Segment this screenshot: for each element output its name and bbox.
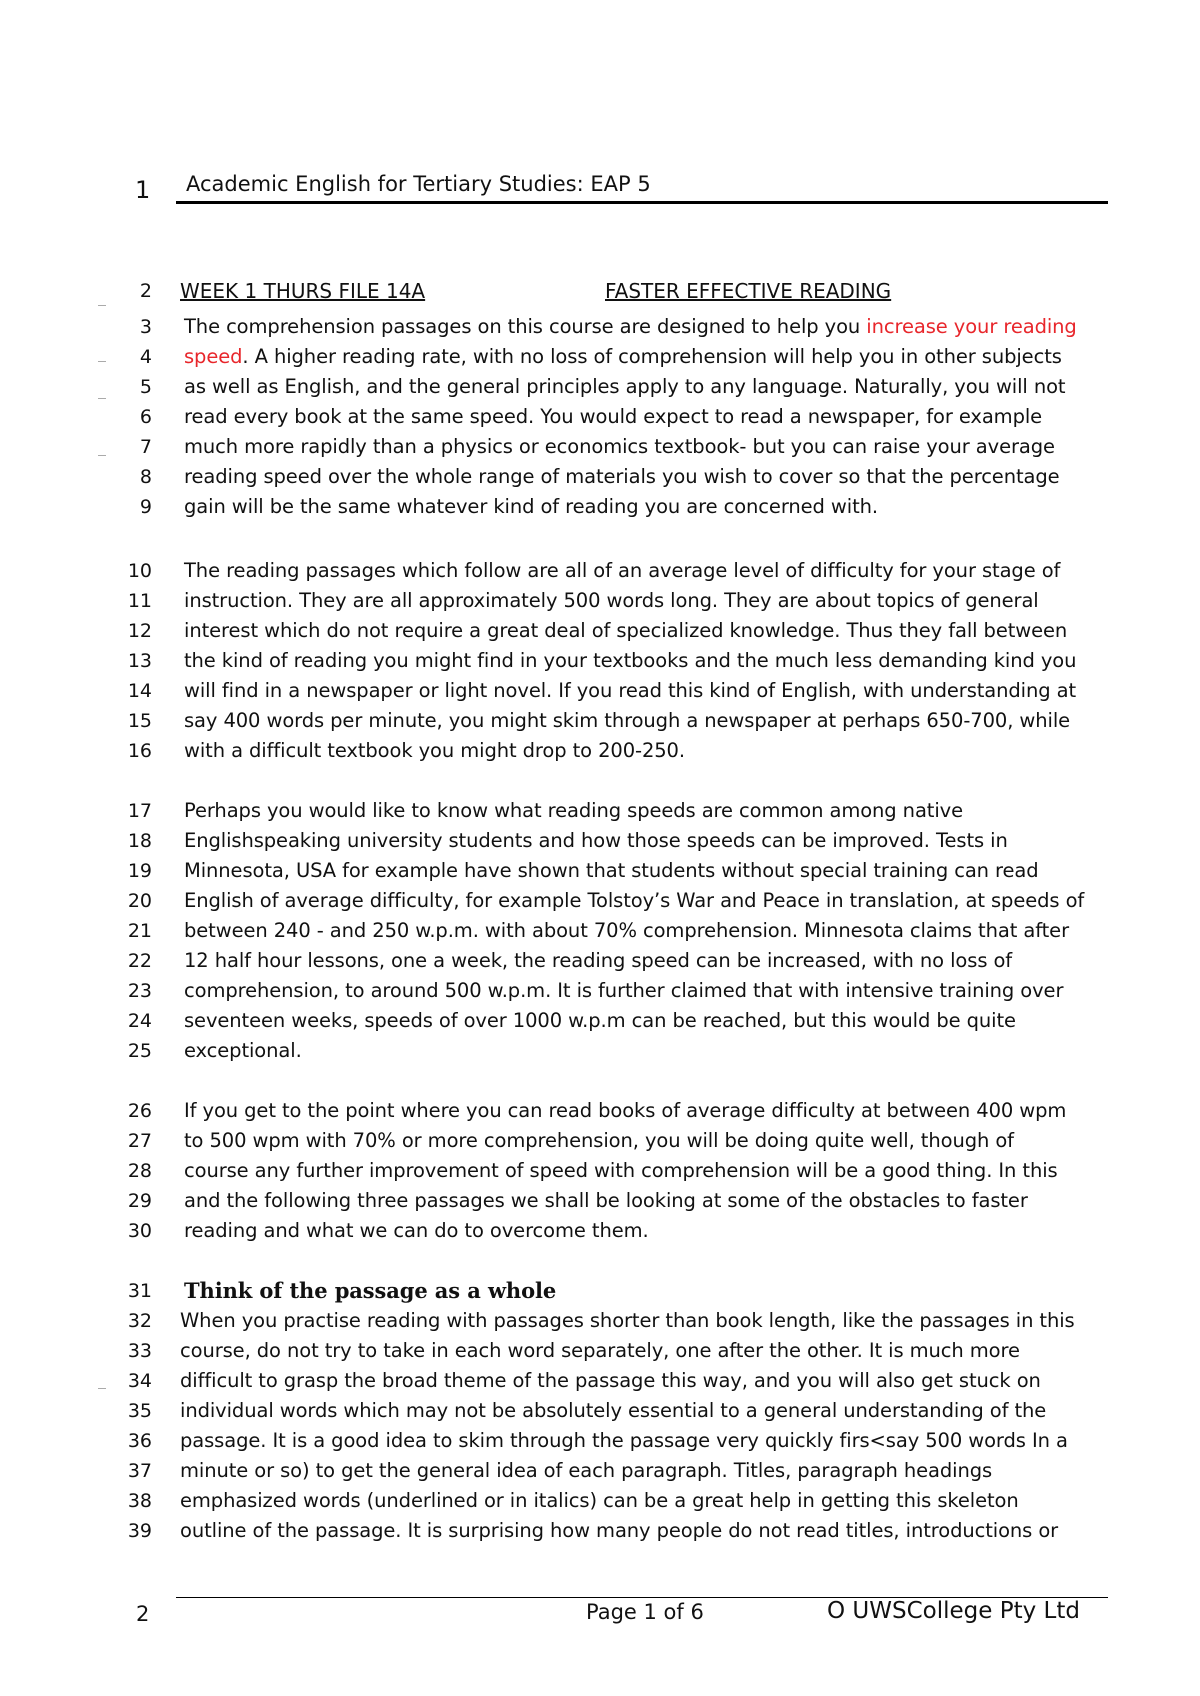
line-number: 28	[127, 1160, 152, 1182]
line-text: much more rapidly than a physics or economics textbook- but you can raise your average	[184, 435, 1055, 458]
text-line	[0, 402, 1200, 432]
line-number: 25	[127, 1040, 152, 1062]
line-text: outline of the passage. It is surprising how many people do not read titles, introductions or	[180, 1519, 1059, 1542]
line-number: 4	[139, 346, 152, 368]
line-text: exceptional.	[184, 1039, 302, 1062]
line-text: read every book at the same speed. You would expect to read a newspaper, for example	[184, 405, 1043, 428]
line-number: 36	[127, 1430, 152, 1452]
text-line	[0, 432, 1200, 462]
text-line	[0, 1456, 1200, 1486]
text-line	[0, 492, 1200, 522]
text-line	[0, 826, 1200, 856]
line-number: 32	[127, 1310, 152, 1332]
line-text: comprehension, to around 500 w.p.m. It is further claimed that with intensive training over	[184, 979, 1064, 1002]
line-number: 27	[127, 1130, 152, 1152]
line-text: seventeen weeks, speeds of over 1000 w.p.m can be reached, but this would be quite	[184, 1009, 1016, 1032]
highlight-text: speed	[184, 345, 243, 368]
line-number: 9	[139, 496, 152, 518]
line-number: 10	[127, 560, 152, 582]
line-text: instruction. They are all approximately 500 words long. They are about topics of general	[184, 589, 1039, 612]
line-number: 3	[139, 316, 152, 338]
line-text: If you get to the point where you can read books of average difficulty at between 400 wpm	[184, 1099, 1067, 1122]
text-line	[0, 736, 1200, 766]
line-number: 26	[127, 1100, 152, 1122]
header-course-title: Academic English for Tertiary Studies: EAP 5	[186, 172, 651, 196]
header-rule	[176, 201, 1108, 204]
line-number: 21	[127, 920, 152, 942]
line-text: emphasized words (underlined or in italics) can be a great help in getting this skeleton	[180, 1489, 1019, 1512]
line-text: individual words which may not be absolutely essential to a general understanding of the	[180, 1399, 1047, 1422]
line-text: with a difficult textbook you might drop to 200-250.	[184, 739, 685, 762]
text-line	[0, 1426, 1200, 1456]
text-line	[0, 1336, 1200, 1366]
text-line	[0, 616, 1200, 646]
line-number: 14	[127, 680, 152, 702]
line-text: Perhaps you would like to know what reading speeds are common among native	[184, 799, 963, 822]
line-text: interest which do not require a great deal of specialized knowledge. Thus they fall between	[184, 619, 1068, 642]
text-line	[0, 1366, 1200, 1396]
line-number: 17	[127, 800, 152, 822]
line-number: 38	[127, 1490, 152, 1512]
text-line	[0, 676, 1200, 706]
line-number: 19	[127, 860, 152, 882]
text-line	[0, 706, 1200, 736]
line-number: 18	[127, 830, 152, 852]
line-number: 35	[127, 1400, 152, 1422]
line-number: 5	[139, 376, 152, 398]
footer-line-number: 2	[136, 1602, 150, 1626]
highlight-text: increase your reading	[866, 315, 1077, 338]
heading-line	[0, 276, 1200, 306]
text-line	[0, 1216, 1200, 1246]
line-text: difficult to grasp the broad theme of the passage this way, and you will also get stuck on	[180, 1369, 1041, 1392]
line-number: 7	[139, 436, 152, 458]
footer-page-indicator: Page 1 of 6	[586, 1600, 704, 1624]
line-number: 29	[127, 1190, 152, 1212]
text-line	[0, 1186, 1200, 1216]
text-line	[0, 312, 1200, 342]
line-number: 37	[127, 1460, 152, 1482]
line-number: 30	[127, 1220, 152, 1242]
text-line	[0, 1156, 1200, 1186]
section-subheading: Think of the passage as a whole	[184, 1278, 557, 1303]
text-line	[0, 1516, 1200, 1546]
text-line	[0, 1486, 1200, 1516]
line-number: 20	[127, 890, 152, 912]
text-line	[0, 372, 1200, 402]
line-number: 22	[127, 950, 152, 972]
line-text: 12 half hour lessons, one a week, the reading speed can be increased, with no loss of	[184, 949, 1013, 972]
line-text: the kind of reading you might find in your textbooks and the much less demanding kind you	[184, 649, 1077, 672]
text-line	[0, 1036, 1200, 1066]
line-text: minute or so) to get the general idea of each paragraph. Titles, paragraph headings	[180, 1459, 993, 1482]
week-heading: WEEK 1 THURS FILE 14A	[180, 279, 426, 303]
text-line	[0, 586, 1200, 616]
line-text: passage. It is a good idea to skim through the passage very quickly firs<say 500 words In a	[180, 1429, 1068, 1452]
line-text: will find in a newspaper or light novel. If you read this kind of English, with understanding at	[184, 679, 1077, 702]
line-text: course any further improvement of speed with comprehension will be a good thing. In this	[184, 1159, 1058, 1182]
text-line	[0, 856, 1200, 886]
line-number: 6	[139, 406, 152, 428]
line-number: 13	[127, 650, 152, 672]
text-line	[0, 886, 1200, 916]
line-text: as well as English, and the general principles apply to any language. Naturally, you will not	[184, 375, 1066, 398]
text-line	[0, 556, 1200, 586]
line-text: and the following three passages we shall be looking at some of the obstacles to faster	[184, 1189, 1028, 1212]
line-text: course, do not try to take in each word separately, one after the other. It is much more	[180, 1339, 1020, 1362]
text-line	[0, 1096, 1200, 1126]
line-text: The reading passages which follow are all of an average level of difficulty for your stage of	[184, 559, 1061, 582]
line-text: gain will be the same whatever kind of reading you are concerned with.	[184, 495, 879, 518]
text-line	[0, 462, 1200, 492]
line-number: 31	[127, 1280, 152, 1302]
text-line	[0, 1396, 1200, 1426]
line-text: reading speed over the whole range of materials you wish to cover so that the percentage	[184, 465, 1060, 488]
line-text: between 240 - and 250 w.p.m. with about 70% comprehension. Minnesota claims that after	[184, 919, 1069, 942]
line-text: say 400 words per minute, you might skim through a newspaper at perhaps 650-700, while	[184, 709, 1071, 732]
line-number: 16	[127, 740, 152, 762]
line-text: reading and what we can do to overcome them.	[184, 1219, 649, 1242]
line-text: Minnesota, USA for example have shown that students without special training can read	[184, 859, 1039, 882]
text-line	[0, 946, 1200, 976]
text-line	[0, 1306, 1200, 1336]
text-line	[0, 916, 1200, 946]
footer-copyright: O UWSCollege Pty Ltd	[827, 1598, 1080, 1624]
subheading-line	[0, 1276, 1200, 1306]
line-text: to 500 wpm with 70% or more comprehension, you will be doing quite well, though of	[184, 1129, 1014, 1152]
line-number: 23	[127, 980, 152, 1002]
line-text: English of average difficulty, for example Tolstoy’s War and Peace in translation, at speeds of	[184, 889, 1085, 912]
line-text: Englishspeaking university students and how those speeds can be improved. Tests in	[184, 829, 1008, 852]
header-page-number: 1	[135, 176, 151, 204]
text-line	[0, 1126, 1200, 1156]
line-text: The comprehension passages on this course are designed to help you increase your reading	[184, 315, 1077, 338]
line-text: When you practise reading with passages shorter than book length, like the passages in this	[180, 1309, 1075, 1332]
line-number: 15	[127, 710, 152, 732]
text-line	[0, 976, 1200, 1006]
topic-heading: FASTER EFFECTIVE READING	[605, 279, 892, 303]
line-number: 12	[127, 620, 152, 642]
line-number: 34	[127, 1370, 152, 1392]
text-line	[0, 646, 1200, 676]
text-line	[0, 342, 1200, 372]
line-number: 8	[139, 466, 152, 488]
line-number: 2	[139, 280, 152, 302]
line-number: 33	[127, 1340, 152, 1362]
line-number: 11	[127, 590, 152, 612]
line-number: 39	[127, 1520, 152, 1542]
text-line	[0, 796, 1200, 826]
line-text: speed. A higher reading rate, with no loss of comprehension will help you in other subjects	[184, 345, 1062, 368]
line-number: 24	[127, 1010, 152, 1032]
text-line	[0, 1006, 1200, 1036]
